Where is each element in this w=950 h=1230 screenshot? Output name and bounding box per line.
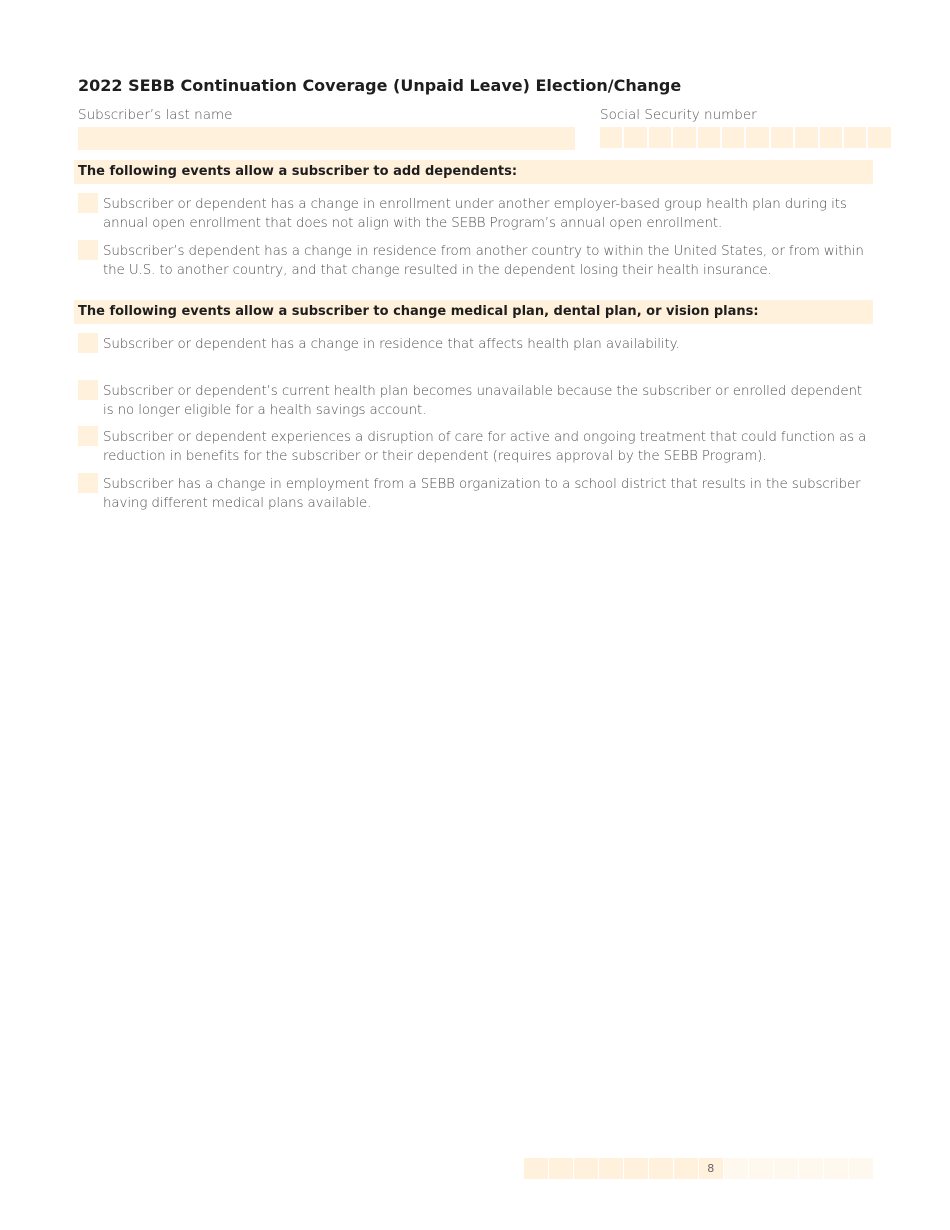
ssn-digit-box[interactable]	[624, 127, 646, 148]
event-checkbox[interactable]	[78, 333, 98, 353]
section-heading-add-dependents: The following events allow a subscriber to add dependents:	[74, 160, 873, 184]
page-tracker	[524, 1158, 873, 1179]
event-checkbox[interactable]	[78, 473, 98, 493]
page-tracker-box	[774, 1158, 798, 1179]
ssn-digit-box[interactable]	[722, 127, 744, 148]
event-checkbox[interactable]	[78, 193, 98, 213]
page-tracker-box	[749, 1158, 773, 1179]
ssn-digit-box[interactable]	[746, 127, 768, 148]
page-tracker-box	[599, 1158, 623, 1179]
ssn-digit-box[interactable]	[673, 127, 695, 148]
event-text: Subscriber or dependent’s current health plan becomes unavailable because the subscriber or enrolled dependent is no longer eligible for a health savings account.	[103, 384, 863, 418]
page-tracker-box	[624, 1158, 648, 1179]
ssn-label: Social Security number	[600, 107, 757, 123]
event-text: Subscriber’s dependent has a change in residence from another country to within the United States, or from within the U.S. to another country, and that change resulted in the dependent losing their health insurance.	[103, 244, 864, 278]
page-tracker-box	[574, 1158, 598, 1179]
ssn-digit-box[interactable]	[868, 127, 890, 148]
ssn-digit-box[interactable]	[649, 127, 671, 148]
ssn-digit-box[interactable]	[600, 127, 622, 148]
ssn-digit-box[interactable]	[795, 127, 817, 148]
page-tracker-box	[724, 1158, 748, 1179]
ssn-digit-box[interactable]	[844, 127, 866, 148]
ssn-digit-box[interactable]	[820, 127, 842, 148]
page-tracker-box	[824, 1158, 848, 1179]
page-tracker-box	[524, 1158, 548, 1179]
page-tracker-box	[799, 1158, 823, 1179]
event-checkbox[interactable]	[78, 380, 98, 400]
event-text: Subscriber has a change in employment from a SEBB organization to a school district that results in the subscriber having different medical plans available.	[103, 477, 861, 511]
page-tracker-box	[649, 1158, 673, 1179]
page-tracker-box	[549, 1158, 573, 1179]
page-title: 2022 SEBB Continuation Coverage (Unpaid Leave) Election/Change	[78, 76, 682, 95]
page-number: 8	[699, 1158, 723, 1179]
event-text: Subscriber or dependent experiences a disruption of care for active and ongoing treatment that could function as a reduction in benefits for the subscriber or their dependent (requires approval by the SEBB Program).	[103, 430, 867, 464]
ssn-digit-box[interactable]	[698, 127, 720, 148]
page-tracker-box	[849, 1158, 873, 1179]
event-text: Subscriber or dependent has a change in enrollment under another employer-based group health plan during its annual open enrollment that does not align with the SEBB Program’s annual open enrollment.	[103, 197, 847, 231]
page-tracker-box	[674, 1158, 698, 1179]
section-heading-change-plans: The following events allow a subscriber to change medical plan, dental plan, or vision plans:	[74, 300, 873, 324]
event-text: Subscriber or dependent has a change in residence that affects health plan availability.	[103, 337, 680, 352]
ssn-input-group	[600, 127, 891, 148]
ssn-digit-box[interactable]	[771, 127, 793, 148]
event-checkbox[interactable]	[78, 426, 98, 446]
last-name-label: Subscriber’s last name	[78, 107, 233, 123]
last-name-input[interactable]	[78, 127, 575, 150]
event-checkbox[interactable]	[78, 240, 98, 260]
